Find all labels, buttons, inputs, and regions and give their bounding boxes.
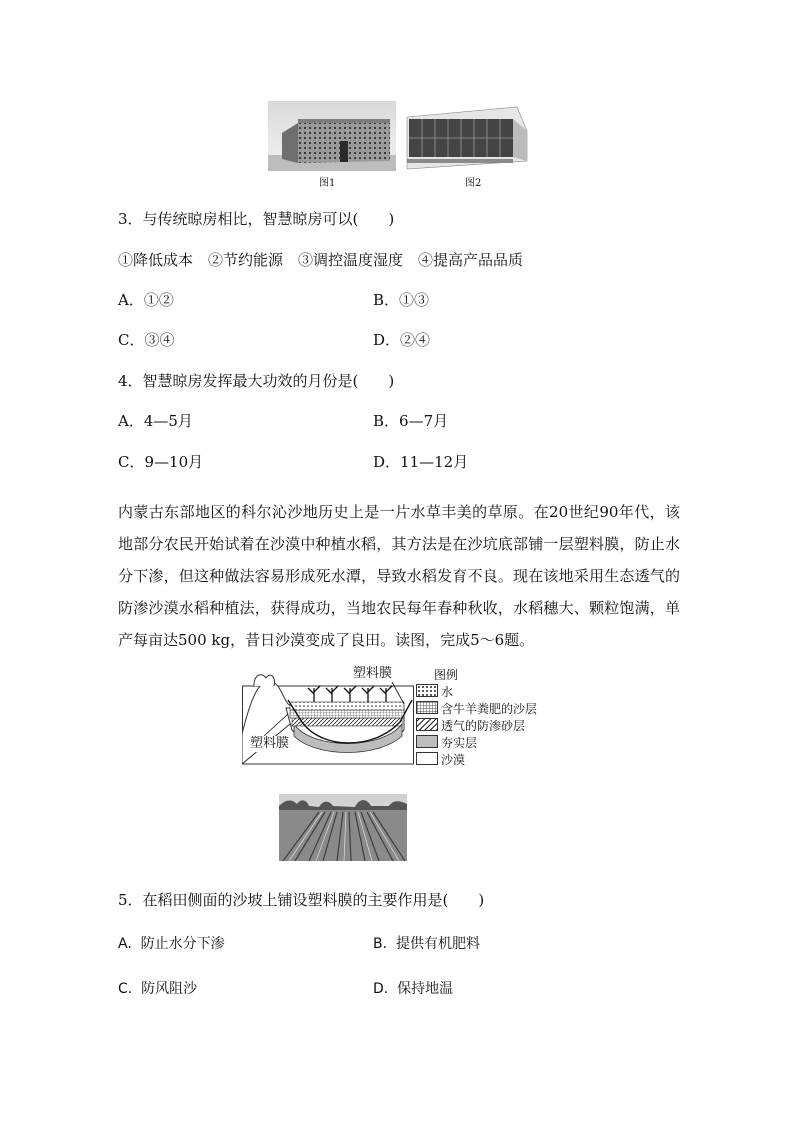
figure-2-caption: 图2 [465,178,482,189]
legend-item-breathable-layer: 透气的防渗砂层 [416,718,525,734]
question-3-option-c[interactable]: C．③④ [118,331,175,349]
diagram-label-film-left: 塑料膜 [250,736,290,751]
question-3-option-b[interactable]: B．①③ [373,291,430,309]
question-5-option-a[interactable]: A. 防止水分下渗 [118,936,225,952]
legend-item-manure-sand: 含牛羊粪肥的沙层 [416,701,537,717]
question-3-option-d[interactable]: D．②④ [373,331,431,349]
figure-1-caption: 图1 [319,178,336,189]
legend-item-water: 水 [416,684,453,700]
question-5-option-c[interactable]: C. 防风阻沙 [118,981,198,997]
question-5-option-b[interactable]: B. 提供有机肥料 [373,936,480,952]
legend-swatch-blank [416,752,438,765]
legend-swatch-grid [416,701,438,714]
question-4-option-b[interactable]: B．6—7月 [373,412,449,430]
question-4-option-a[interactable]: A．4—5月 [118,412,193,430]
figure-2-photo [405,101,529,171]
legend-item-desert: 沙漠 [416,752,465,768]
question-4-option-d[interactable]: D．11—12月 [373,453,469,471]
question-3-statements: ①降低成本 ②节约能源 ③调控温度湿度 ④提高产品品质 [118,251,524,269]
question-5-stem: 5．在稻田侧面的沙坡上铺设塑料膜的主要作用是( ) [118,891,485,909]
figure-1-photo [268,101,396,171]
question-4-option-c[interactable]: C．9—10月 [118,453,204,471]
question-5-option-d[interactable]: D. 保持地温 [373,981,454,997]
diagram-label-film-top: 塑料膜 [353,666,393,681]
legend-item-compacted-layer: 夯实层 [416,735,477,751]
legend-swatch-hatch [416,718,438,731]
question-3-stem: 3．与传统晾房相比，智慧晾房可以( ) [118,210,395,228]
legend-title: 图例 [434,668,459,682]
rice-field-photo [279,794,407,861]
question-4-stem: 4．智慧晾房发挥最大功效的月份是( ) [118,372,395,390]
legend-swatch-dots [416,684,438,697]
question-3-option-a[interactable]: A．①② [118,291,174,309]
legend-swatch-gray [416,735,438,748]
passage-text: 内蒙古东部地区的科尔沁沙地历史上是一片水草丰美的草原。在20世纪90年代，该地部分农民开始试着在沙漠中种植水稻，其方法是在沙坑底部铺一层塑料膜，防止水分下渗，但这种做法容易形成死水潭，导致水稻发育不良。现在该地采用生态透气的防渗沙漠水稻种植法，获得成功，当地农民每年春种秋收，水稻穗大、颗粒饱满，单产每亩达500 kg，昔日沙漠变成了良田。读图，完成5～6题。 [118,503,680,649]
